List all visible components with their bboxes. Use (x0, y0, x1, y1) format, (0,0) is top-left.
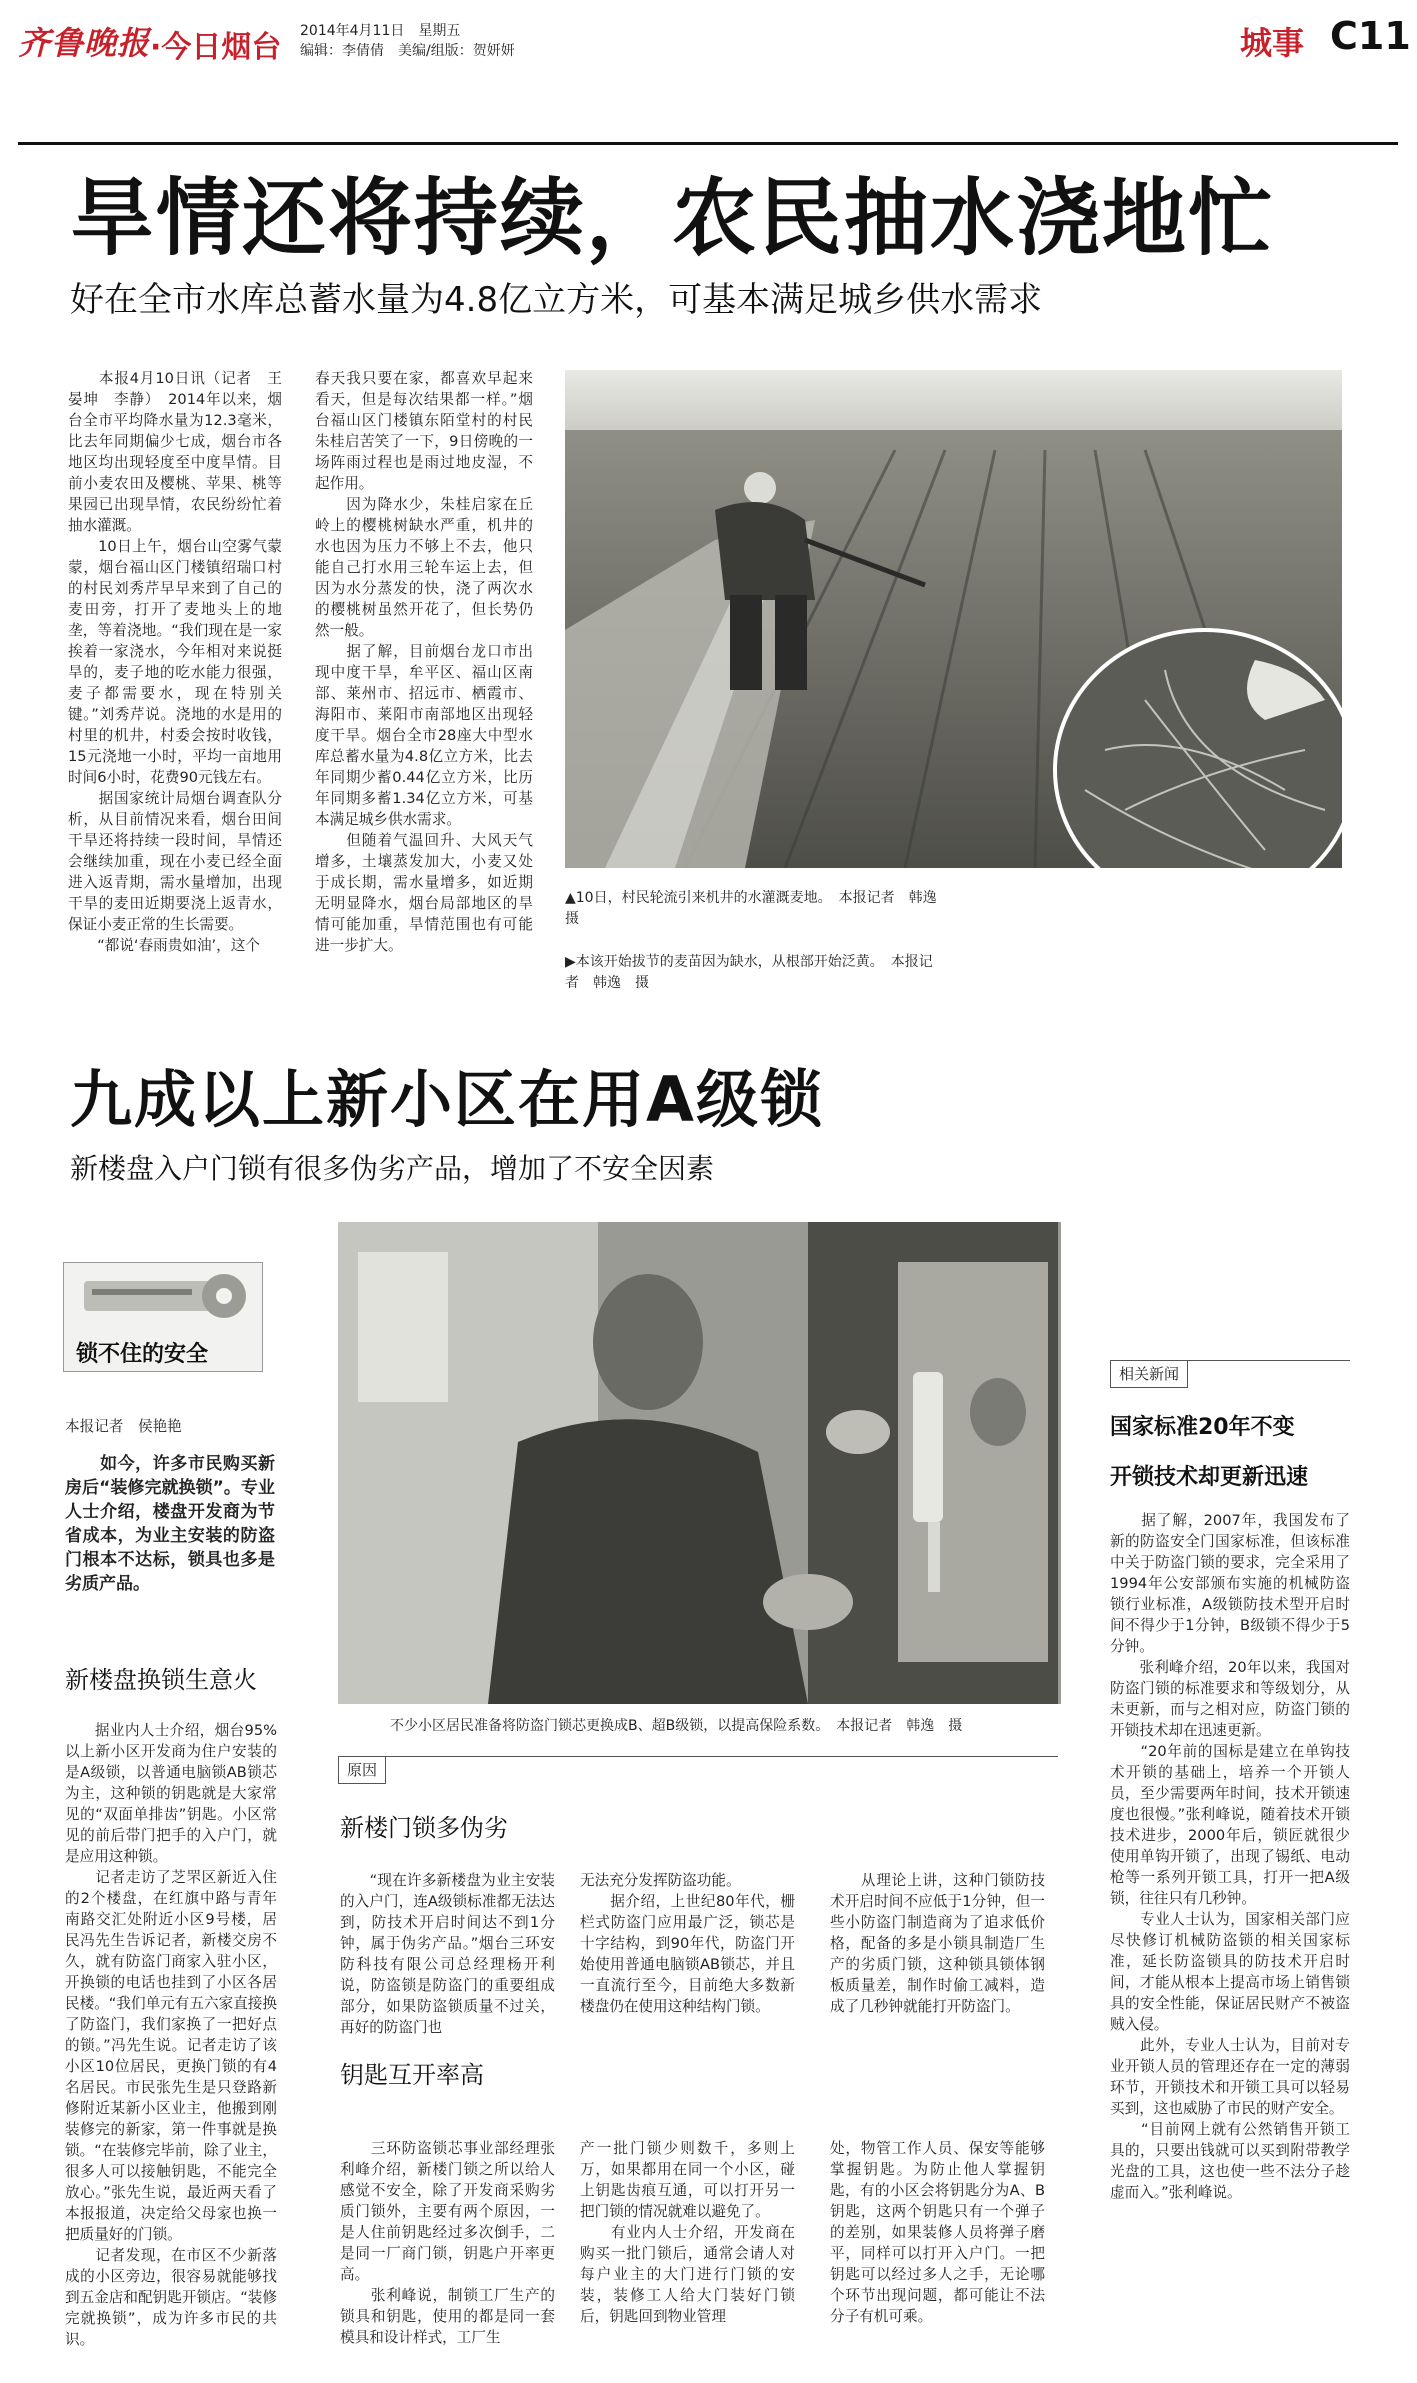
subhead-locks: 新楼盘入户门锁有很多伪劣产品，增加了不安全因素 (70, 1152, 715, 1185)
drought-column-1: 本报4月10日讯（记者 王晏坤 李静） 2014年以来，烟台全市平均降水量为12.3毫米，比去年同期偏少七成，烟台市各地区均出现轻度至中度旱情。目前小麦农田及樱桃、苹果、桃等果园已出现旱情，农民纷纷忙着抽水灌溉。 10日上午，烟台山空雾气蒙蒙，烟台福山区门楼镇绍瑞口村的村民刘秀芹早早来到了自己的麦田旁，打开了麦地头上的地垄，等着浇地。“我们现在是一家挨着一家浇水，今年相对来说挺旱的，麦子地的吃水能力很强，麦子都需要水，现在特别关键。”刘秀芹说。浇地的水是用的村里的机井，村委会按时收钱，15元浇地一小时，平均一亩地用时间6小时，花费90元钱左右。 据国家统计局烟台调查队分析，从目前情况来看，烟台田间干旱还将持续一段时间，旱情还会继续加重，现在小麦已经全面进入返青期，需水量增加，出现干旱的麦田近期要浇上返青水，保证小麦正常的生长需要。 “都说‘春雨贵如油’，这个 (68, 370, 282, 954)
masthead-rule (18, 142, 1398, 145)
related-news-tag-box (1110, 1360, 1350, 1388)
key-rate-column-1: 三环防盗锁芯事业部经理张利峰介绍，新楼门锁之所以给人感觉不安全，除了开发商采购劣质门锁外，主要有两个原因，一是人住前钥匙经过多次倒手，二是同一厂商门锁，钥匙户开率更高。 张利峰说，制锁工厂生产的锁具和钥匙，使用的都是同一套模具和设计样式，工厂生 (340, 2140, 555, 2346)
section-name: 城事 (1240, 24, 1305, 62)
fake-locks-column-3: 从理论上讲，这种门锁防技术开启时间不应低于1分钟，但一些小防盗门制造商为了追求低价格，配备的多是小锁具制造厂生产的劣质门锁，这种锁具锁体钢板质量差，制作时偷工减料，造成了几秒钟就能打开防盗门。 (830, 1872, 1045, 2015)
lock-key-icon (64, 1263, 262, 1333)
drought-column-2: 春天我只要在家，都喜欢早起来看天，但是每次结果都一样。”烟台福山区门楼镇东陌堂村的村民朱桂启苦笑了一下，9日傍晚的一场阵雨过程也是雨过地皮湿，不起作用。 因为降水少，朱桂启家在丘岭上的樱桃树缺水严重，机井的水也因为压力不够上不去，他只能自己打水用三轮车运上去，但因为水分蒸发的快，浇了两次水的樱桃树虽然开花了，但长势仍然一般。 据了解，目前烟台龙口市出现中度干旱，牟平区、福山区南部、莱州市、招远市、栖霞市、海阳市、莱阳市南部地区出现轻度干旱。烟台全市28座大中型水库总蓄水量为4.8亿立方米，比去年同期少蓄0.44亿立方米，比历年同期多蓄1.34亿立方米，可基本满足城乡供水需求。 但随着气温回升、大风天气增多，土壤蒸发加大，小麦又处于成长期，需水量增多，如近期无明显降水，烟台局部地区的旱情可能加重，旱情范围也有可能进一步扩大。 (315, 370, 533, 954)
origin-tag-box (338, 1756, 1058, 1784)
photo-caption-wheat: ▶本该开始拔节的麦苗因为缺水，从根部开始泛黄。 本报记者 韩逸 摄 (565, 954, 933, 991)
page-number: C11 (1330, 14, 1411, 58)
related-news-text: 据了解，2007年，我国发布了新的防盗安全门国家标准，但该标准中关于防盗门锁的要求，完全采用了1994年公安部颁布实施的机械防盗锁行业标准，A级锁防技术型开启时间不得少于1分钟，B级锁不得少于5分钟。 张利峰介绍，20年以来，我国对防盗门锁的标准要求和等级划分，从未更新，而与之相对应，防盗门锁的开锁技术却在迅速更新。 “20年前的国标是建立在单钩技术开锁的基础上，培养一个开锁人员，至少需要两年时间，技术开锁速度也很慢。”张利峰说，随着技术开锁技术进步，2000年后，锁匠就很少使用单钩开锁了，出现了锡纸、电动枪等一系列开锁工具，打开一把A级锁，往往只有几秒钟。 专业人士认为，国家相关部门应尽快修订机械防盗锁的相关国家标准，延长防盗锁具的防技术开启时间，才能从根本上提高市场上销售锁具的安全性能，保证居民财产不被盗贼入侵。 此外，专业人士认为，目前对专业开锁人员的管理还存在一定的薄弱环节，开锁技术和开锁工具可以轻易买到，这也威胁了市民的财产安全。 “目前网上就有公然销售开锁工具的，只要出钱就可以买到附带教学光盘的工具，这也使一些不法分子趁虚而入。”张利峰说。 (1110, 1512, 1350, 2201)
headline-drought: 旱情还将持续，农民抽水浇地忙 (70, 169, 1275, 267)
editor-credits: 编辑：李倩倩 美编/组版：贺妍妍 (300, 43, 515, 59)
origin-tag: 原因 (338, 1756, 386, 1784)
section-title-fake-locks: 新楼门锁多伪劣 (340, 1814, 508, 1842)
edition-name: ·今日烟台 (150, 30, 282, 65)
related-title-1: 国家标准20年不变 (1110, 1415, 1295, 1440)
fake-locks-column-2: 无法充分发挥防盗功能。 据介绍，上世纪80年代，栅栏式防盗门应用最广泛，锁芯是十字结构，到90年代，防盗门开始使用普通电脑锁AB锁芯，并且一直流行至今，目前绝大多数新楼盘仍在使用这种结构门锁。 (580, 1872, 795, 2015)
section-title-business: 新楼盘换锁生意火 (65, 1666, 257, 1694)
wheat-field-illustration (565, 370, 1342, 868)
headline-locks: 九成以上新小区在用A级锁 (70, 1063, 824, 1136)
issue-date: 2014年4月11日 星期五 (300, 23, 461, 39)
lock-lead-paragraph: 如今，许多市民购买新房后“装修完就换锁”。专业人士介绍，楼盘开发商为节省成本，为业主安装的防盗门根本不达标，锁具也多是劣质产品。 (65, 1454, 275, 1594)
photo-caption-farmers: ▲10日，村民轮流引来机井的水灌溉麦地。 本报记者 韩逸 摄 (565, 890, 951, 927)
related-title-2: 开锁技术却更新迅速 (1110, 1465, 1309, 1490)
key-rate-column-3: 处，物管工作人员、保安等能够掌握钥匙。为防止他人掌握钥匙，有的小区会将钥匙分为A、B钥匙，这两个钥匙只有一个弹子的差别，如果装修人员将弹子磨平，同样可以打开入户门。一把钥匙可以经过多人之手，无论哪个环节出现问题，都可能让不法分子有机可乘。 (830, 2140, 1045, 2325)
key-rate-column-2: 产一批门锁少则数千，多则上万，如果都用在同一个小区，碰上钥匙齿痕互通，可以打开另一把门锁的情况就难以避免了。 有业内人士介绍，开发商在购买一批门锁后，通常会请人对每户业主的大门进行门锁的安装，装修工人给大门装好门锁后，钥匙回到物业管理 (580, 2140, 795, 2325)
wheat-field-photo (565, 370, 1342, 868)
column-logo (63, 1262, 263, 1372)
related-news-tag: 相关新闻 (1110, 1360, 1188, 1388)
locksmith-illustration (338, 1222, 1061, 1704)
masthead (0, 0, 1417, 150)
section-title-key-rate: 钥匙互开率高 (340, 2061, 484, 2089)
subhead-drought: 好在全市水库总蓄水量为4.8亿立方米，可基本满足城乡供水需求 (70, 280, 1043, 320)
door-lock-photo (338, 1222, 1061, 1704)
newspaper-logo: 齐鲁晚报 (18, 24, 151, 62)
section-text-business: 据业内人士介绍，烟台95%以上新小区开发商为住户安装的是A级锁，以普通电脑锁AB锁芯为主，这种锁的钥匙就是大家常见的“双面单排齿”钥匙。小区常见的前后带门把手的入户门，就是应用这种锁。 记者走访了芝罘区新近入住的2个楼盘，在红旗中路与青年南路交汇处附近小区9号楼，居民冯先生告诉记者，新楼交房不久，就有防盗门商家入驻小区，开换锁的电话也挂到了小区各居民楼。“我们单元有五六家直接换了防盗门，我们家换了一把好点的锁。”冯先生说。记者走访了该小区10位居民，更换门锁的有4名居民。市民张先生是只登路新修附近某新小区业主，他搬到刚装修完的新家，第一件事就是换锁。“在装修完毕前，除了业主，很多人可以接触钥匙，不能完全放心。”张先生说，最近两天看了本报报道，决定给父母家也换一把质量好的门锁。 记者发现，在市区不少新落成的小区旁边，很容易就能够找到五金店和配钥匙开锁店。“装修完就换锁”，成为许多市民的共识。 (65, 1722, 277, 2348)
photo-caption-locksmith: 不少小区居民准备将防盗门锁芯更换成B、超B级锁，以提高保险系数。 本报记者 韩逸 摄 (390, 1718, 963, 1734)
column-logo-label: 锁不住的安全 (76, 1342, 209, 1367)
fake-locks-column-1: “现在许多新楼盘为业主安装的入户门，连A级锁标准都无法达到，防技术开启时间达不到1分钟，属于伪劣产品。”烟台三环安防科技有限公司总经理杨开利说，防盗锁是防盗门的重要组成部分，如果防盗锁质量不过关，再好的防盗门也 (340, 1872, 555, 2036)
reporter-byline: 本报记者 侯艳艳 (65, 1418, 182, 1435)
